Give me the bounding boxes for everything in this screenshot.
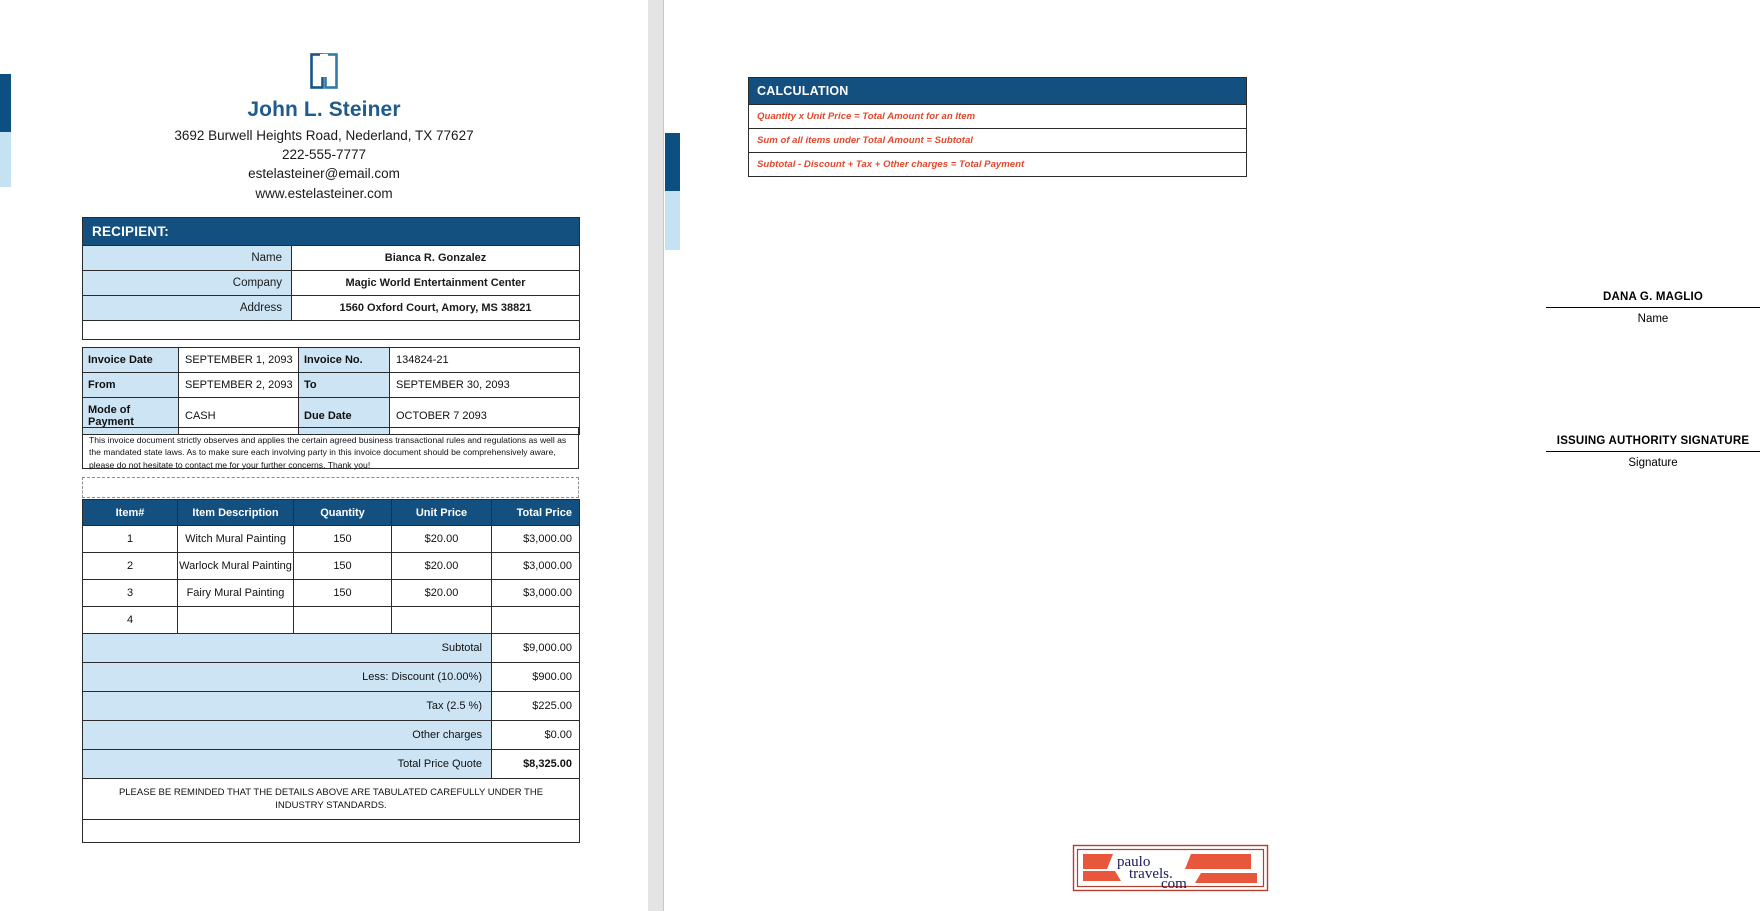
footer-note-text: PLEASE BE REMINDED THAT THE DETAILS ABOVE ARE TABULATED CAREFULLY UNDER THE INDUSTRY STANDARDS.	[83, 779, 580, 820]
company-website: www.estelasteiner.com	[255, 185, 393, 201]
item-unit-price: $20.00	[392, 553, 492, 580]
footer-blank-row	[83, 820, 580, 843]
totals-row-subtotal	[83, 634, 580, 663]
totals-row-grand-total	[83, 750, 580, 779]
calculation-heading-row	[749, 78, 1247, 105]
col-header-total-price: Total Price	[492, 500, 580, 526]
item-number: 4	[83, 607, 178, 634]
table-row	[83, 580, 580, 607]
recipient-name-value: Bianca R. Gonzalez	[292, 246, 580, 271]
line-items-table	[82, 499, 580, 843]
recipient-address-value: 1560 Oxford Court, Amory, MS 38821	[292, 296, 580, 321]
item-number: 1	[83, 526, 178, 553]
totals-row-discount	[83, 663, 580, 692]
item-number: 3	[83, 580, 178, 607]
logo-line-2: travels.	[1129, 866, 1173, 882]
item-total-price: $3,000.00	[492, 580, 580, 607]
item-description	[178, 607, 294, 634]
mode-of-payment-value: CASH	[179, 398, 299, 435]
invoice-no-label: Invoice No.	[299, 348, 390, 373]
table-row	[83, 271, 580, 296]
invoice-page-right	[663, 0, 1750, 911]
calculation-rule-subtotal: Sum of all items under Total Amount = Subtotal	[749, 129, 1247, 153]
due-date-label: Due Date	[299, 398, 390, 435]
calculation-rule-total-payment: Subtotal - Discount + Tax + Other charges = Total Payment	[749, 153, 1247, 177]
mode-of-payment-label: Mode of Payment	[83, 398, 179, 435]
monogram-logo-icon	[311, 52, 337, 90]
from-label: From	[83, 373, 179, 398]
table-row	[83, 526, 580, 553]
totals-row-other-charges	[83, 721, 580, 750]
to-label: To	[299, 373, 390, 398]
item-number: 2	[83, 553, 178, 580]
table-row	[83, 348, 580, 373]
table-row	[749, 153, 1247, 177]
item-quantity: 150	[294, 580, 392, 607]
item-unit-price	[392, 607, 492, 634]
paulo-travels-logo	[1073, 845, 1268, 891]
item-quantity: 150	[294, 526, 392, 553]
to-value: SEPTEMBER 30, 2093	[390, 373, 580, 398]
totals-row-tax	[83, 692, 580, 721]
calculation-table	[748, 77, 1247, 177]
recipient-heading: RECIPIENT:	[83, 218, 580, 246]
tax-label: Tax (2.5 %)	[83, 692, 492, 721]
discount-label: Less: Discount (10.00%)	[83, 663, 492, 692]
company-phone: 222-555-7777	[281, 147, 367, 163]
invoice-date-label: Invoice Date	[83, 348, 179, 373]
table-row	[749, 105, 1247, 129]
subtotal-label: Subtotal	[83, 634, 492, 663]
signature-block-authority	[1546, 435, 1760, 469]
table-row	[83, 246, 580, 271]
invoice-terms-note: This invoice document strictly observes and applies the certain agreed business transactional rules and regulations as well as the mandated state laws. As to make sure each involving party in this invoice document should be comprehensively aware, please do not hesitate to contact me for your further concerns. Thank you!	[82, 427, 579, 469]
item-description: Warlock Mural Painting	[178, 553, 294, 580]
table-row	[83, 373, 580, 398]
total-price-quote-value: $8,325.00	[492, 750, 580, 779]
recipient-company-label: Company	[83, 271, 292, 296]
recipient-table	[82, 217, 580, 340]
col-header-item-number: Item#	[83, 500, 178, 526]
recipient-name-label: Name	[83, 246, 292, 271]
dashed-spacer-row	[82, 477, 579, 498]
item-unit-price: $20.00	[392, 526, 492, 553]
signature-block-name	[1546, 291, 1760, 325]
subtotal-value: $9,000.00	[492, 634, 580, 663]
recipient-heading-row	[83, 218, 580, 246]
table-row	[83, 553, 580, 580]
invoice-date-value: SEPTEMBER 1, 2093	[179, 348, 299, 373]
signature-caption: Signature	[1628, 457, 1678, 469]
calculation-heading: CALCULATION	[749, 78, 1247, 105]
due-date-value: OCTOBER 7 2093	[390, 398, 580, 435]
recipient-address-label: Address	[83, 296, 292, 321]
logo-line-1: paulo	[1117, 854, 1151, 870]
calculation-rule-item-total: Quantity x Unit Price = Total Amount for an Item	[749, 105, 1247, 129]
company-address: 3692 Burwell Heights Road, Nederland, TX 77627	[174, 128, 474, 144]
discount-value: $900.00	[492, 663, 580, 692]
tax-value: $225.00	[492, 692, 580, 721]
from-value: SEPTEMBER 2, 2093	[179, 373, 299, 398]
table-row	[83, 296, 580, 321]
item-quantity: 150	[294, 553, 392, 580]
item-description: Fairy Mural Painting	[178, 580, 294, 607]
page-gutter	[648, 0, 663, 911]
masthead	[0, 52, 648, 203]
issuing-authority-label: ISSUING AUTHORITY SIGNATURE	[1556, 435, 1750, 447]
total-price-quote-label: Total Price Quote	[83, 750, 492, 779]
col-header-quantity: Quantity	[294, 500, 392, 526]
item-quantity	[294, 607, 392, 634]
col-header-unit-price: Unit Price	[392, 500, 492, 526]
table-row	[83, 607, 580, 634]
signature-name-caption: Name	[1637, 313, 1669, 325]
recipient-spacer-row	[83, 321, 580, 340]
logo-line-3: com	[1161, 876, 1187, 892]
signatory-name: DANA G. MAGLIO	[1602, 291, 1704, 303]
other-charges-value: $0.00	[492, 721, 580, 750]
company-name: John L. Steiner	[247, 98, 401, 121]
company-email: estelasteiner@email.com	[248, 166, 400, 182]
item-total-price: $3,000.00	[492, 526, 580, 553]
item-unit-price: $20.00	[392, 580, 492, 607]
invoice-meta-table	[82, 347, 580, 435]
col-header-description: Item Description	[178, 500, 294, 526]
line-items-header-row	[83, 500, 580, 526]
other-charges-label: Other charges	[83, 721, 492, 750]
item-total-price: $3,000.00	[492, 553, 580, 580]
invoice-no-value: 134824-21	[390, 348, 580, 373]
recipient-company-value: Magic World Entertainment Center	[292, 271, 580, 296]
invoice-page-left	[0, 0, 648, 911]
spacer-cell	[83, 321, 580, 340]
footer-blank-cell	[83, 820, 580, 843]
item-total-price	[492, 607, 580, 634]
item-description: Witch Mural Painting	[178, 526, 294, 553]
footer-note-row	[83, 779, 580, 820]
table-row	[749, 129, 1247, 153]
